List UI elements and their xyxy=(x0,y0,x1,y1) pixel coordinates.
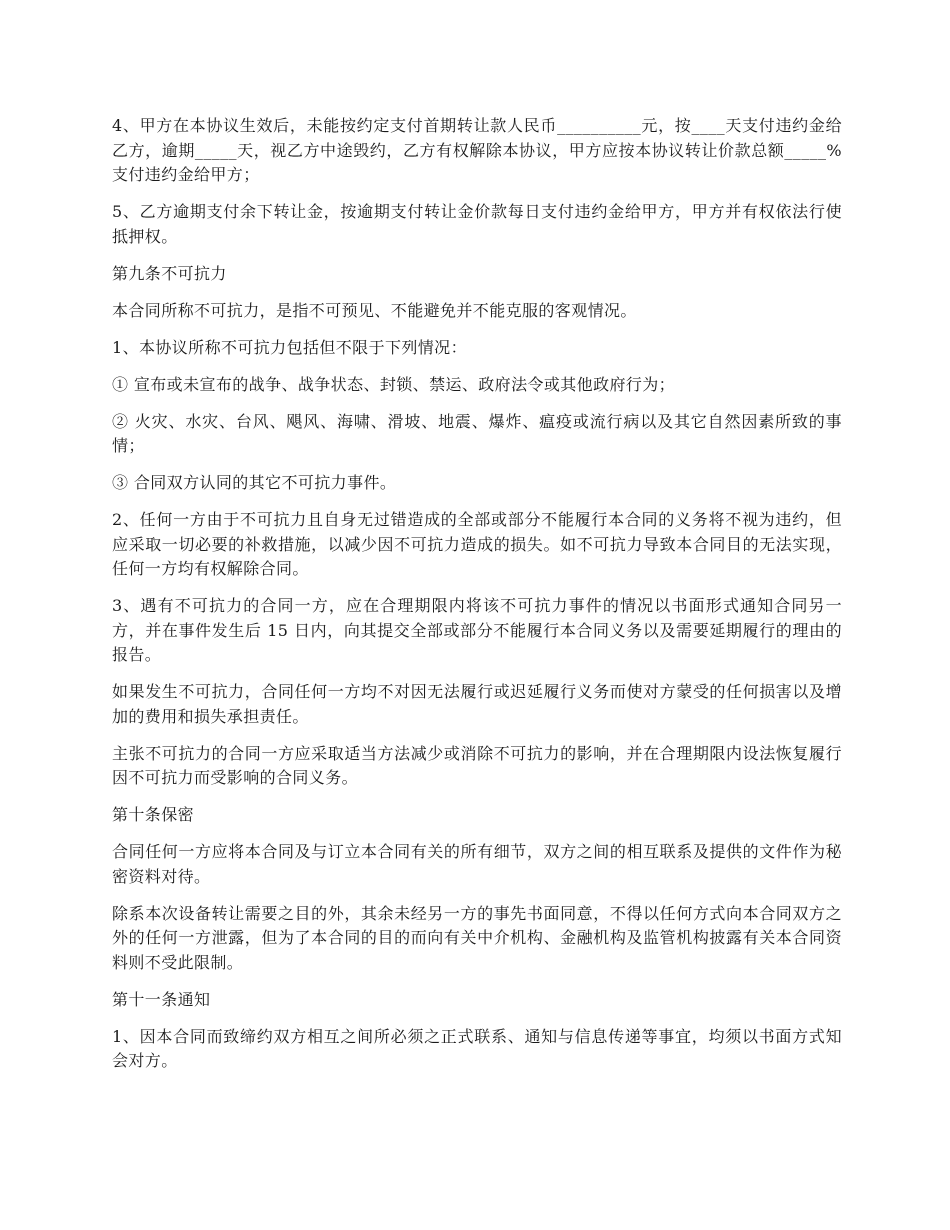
clause-9-subitem-1: ① 宣布或未宣布的战争、战争状态、封锁、禁运、政府法令或其他政府行为； xyxy=(112,374,676,394)
clause-9-definition: 本合同所称不可抗力，是指不可预见、不能避免并不能克服的客观情况。 xyxy=(112,300,637,320)
clause-9-liability: 如果发生不可抗力，合同任何一方均不对因无法履行或迟延履行义务而使对方蒙受的任何损害以及增加的费用和损失承担责任。 xyxy=(112,682,842,726)
clause-9-item-1: 1、本协议所称不可抗力包括但不限于下列情况： xyxy=(112,337,467,357)
clause-9-item-2: 2、任何一方由于不可抗力且自身无过错造成的全部或部分不能履行本合同的义务将不视为违约，但应采取一切必要的补救措施，以减少因不可抗力造成的损失。如不可抗力导致本合同目的无法实现，任何一方均有权解除合同。 xyxy=(112,510,842,578)
clause-11-item-1: 1、因本合同而致缔约双方相互之间所必须之正式联系、通知与信息传递等事宜，均须以书面方式知会对方。 xyxy=(112,1026,842,1070)
clause-9-subitem-2: ② 火灾、水灾、台风、飓风、海啸、滑坡、地震、爆炸、瘟疫或流行病以及其它自然因素所致的事情； xyxy=(112,411,842,455)
document-body xyxy=(112,114,842,1086)
clause-9-item-3: 3、遇有不可抗力的合同一方，应在合理期限内将该不可抗力事件的情况以书面形式通知合同另一方，并在事件发生后 15 日内，向其提交全部或部分不能履行本合同义务以及需要延期履行的理由的报告。 xyxy=(112,596,842,664)
clause-9-mitigation: 主张不可抗力的合同一方应采取适当方法减少或消除不可抗力的影响，并在合理期限内设法恢复履行因不可抗力而受影响的合同义务。 xyxy=(112,743,842,787)
clause-9-subitem-3: ③ 合同双方认同的其它不可抗力事件。 xyxy=(112,473,397,492)
clause-9-heading: 第九条不可抗力 xyxy=(112,263,227,283)
clause-8-item-5: 5、乙方逾期支付余下转让金，按逾期支付转让金价款每日支付违约金给甲方，甲方并有权依法行使抵押权。 xyxy=(112,202,842,246)
clause-8-item-4: 4、甲方在本协议生效后，未能按约定支付首期转让款人民币__________元，按____天支付违约金给乙方，逾期_____天，视乙方中途毁约，乙方有权解除本协议，甲方应按本协议转让价款总额_____%支付违约金给甲方； xyxy=(112,116,842,184)
clause-10-confidentiality: 合同任何一方应将本合同及与订立本合同有关的所有细节，双方之间的相互联系及提供的文件作为秘密资料对待。 xyxy=(112,842,842,886)
clause-10-disclosure: 除系本次设备转让需要之目的外，其余未经另一方的事先书面同意，不得以任何方式向本合同双方之外的任何一方泄露，但为了本合同的目的而向有关中介机构、金融机构及监管机构披露有关本合同资料则不受此限制。 xyxy=(112,903,842,972)
clause-11-heading: 第十一条通知 xyxy=(112,989,211,1009)
clause-10-heading: 第十条保密 xyxy=(112,805,195,824)
